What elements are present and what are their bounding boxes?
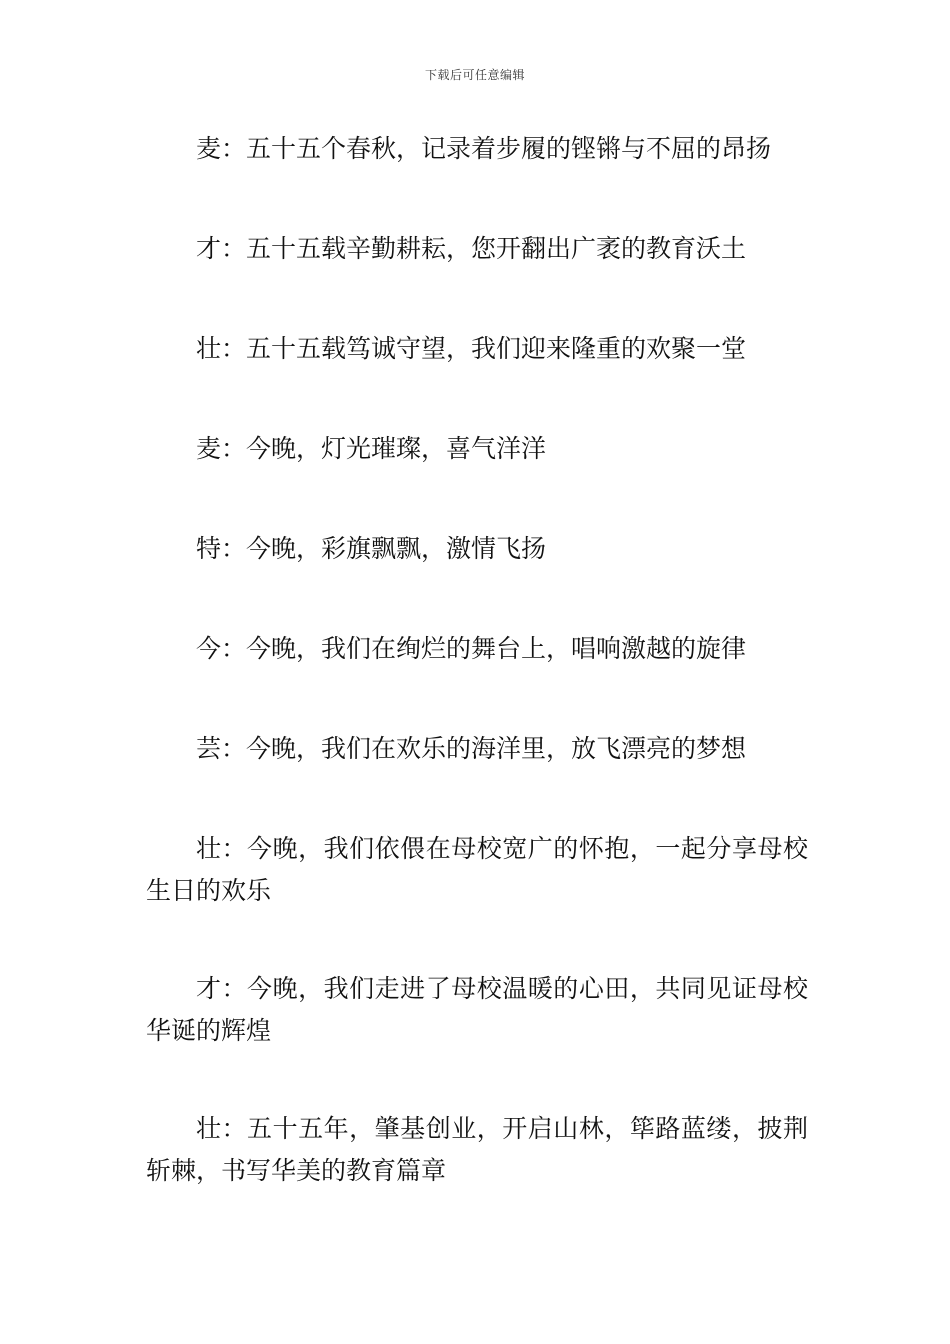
dialogue-line: 壮：五十五年，肇基创业，开启山林，筚路蓝缕，披荆斩棘，书写华美的教育篇章 [146, 1114, 808, 1185]
dialogue-line: 麦：今晚，灯光璀璨，喜气洋洋 [196, 434, 547, 463]
dialogue-line: 芸：今晚，我们在欢乐的海洋里，放飞漂亮的梦想 [196, 734, 747, 763]
dialogue-line: 壮：五十五载笃诚守望，我们迎来隆重的欢聚一堂 [196, 334, 747, 363]
dialogue-line: 才：今晚，我们走进了母校温暖的心田，共同见证母校华诞的辉煌 [146, 974, 808, 1045]
dialogue-line: 特：今晚，彩旗飘飘，激情飞扬 [196, 534, 547, 563]
page-header-note: 下载后可任意编辑 [424, 68, 525, 82]
dialogue-line: 麦：五十五个春秋，记录着步履的铿锵与不屈的昂扬 [196, 134, 772, 163]
dialogue-line: 壮：今晚，我们依偎在母校宽广的怀抱，一起分享母校生日的欢乐 [146, 834, 808, 905]
dialogue-line: 今：今晚，我们在绚烂的舞台上，唱响激越的旋律 [196, 634, 747, 663]
dialogue-line: 才：五十五载辛勤耕耘，您开翻出广袤的教育沃土 [196, 234, 747, 263]
document-body [146, 128, 808, 1248]
